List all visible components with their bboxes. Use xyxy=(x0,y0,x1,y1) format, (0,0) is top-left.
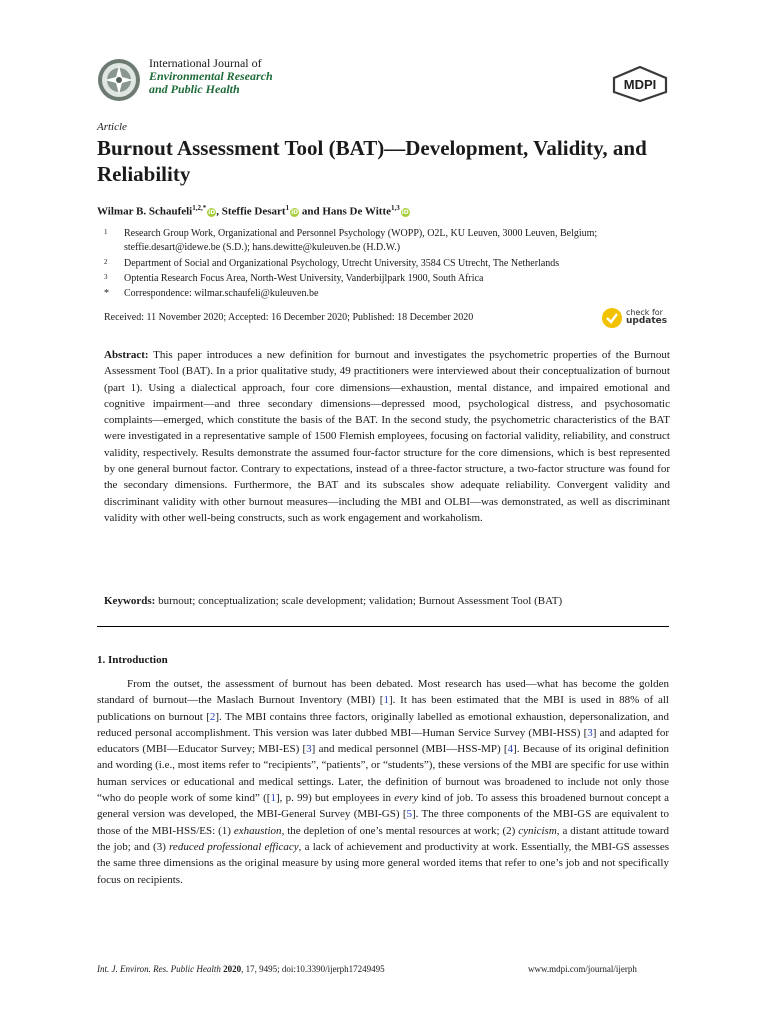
body-text-run: ], p. 99) but employees in xyxy=(275,792,395,805)
abstract-text: This paper introduces a new definition for burnout and investigates the psychometric properties of the Burnout Assessment Tool (BAT). In a prior qualitative study, 49 practitioners were interviewed about their conceptualization of burnout (part 1). Using a dialectical approach, four core dimensions—exhaustion, mental distance, and impaired emotional and cognitive impairment—and three secondary dimensions—depressed mood, psychological distress, and psychosomatic complaints—emerged, which constitute the basis of the BAT. In the second study, the psychometric characteristics of the BAT were investigated in a representative sample of 1500 Flemish employees, focusing on factorial validity, reliability, and construct validity, respectively. Results demonstrate the assumed four-factor structure for the core dimensions, which is best represented by one general burnout factor. Contrary to expectations, instead of a three-factor structure, a two-factor structure was found for the secondary dimensions. Furthermore, the BAT and its subscales show adequate reliability. Convergent validity and discriminant validity with other burnout measures—including the MBI and OLBI—was demonstrated, as well as discriminant validity with other well-being constructs, such as work engagement and workaholism. xyxy=(104,349,670,524)
article-title: Burnout Assessment Tool (BAT)—Development, Validity, and Reliability xyxy=(97,136,647,186)
citation-link[interactable]: 4 xyxy=(507,743,514,756)
affiliation-text: Optentia Research Focus Area, North-West University, Vanderbijlpark 1900, South Africa xyxy=(124,273,484,284)
author-name[interactable]: Wilmar B. Schaufeli xyxy=(97,205,193,218)
abstract xyxy=(104,347,670,526)
journal-logo-icon xyxy=(97,58,141,102)
introduction-paragraph xyxy=(97,676,669,888)
abstract-label: Abstract: xyxy=(104,349,149,361)
affiliation-marker: 3 xyxy=(104,273,108,281)
footer-journal: Int. J. Environ. Res. Public Health xyxy=(97,964,221,974)
emphasis-text: cynicism xyxy=(518,824,557,837)
citation-link[interactable]: 1 xyxy=(383,694,389,707)
publication-dates: Received: 11 November 2020; Accepted: 16 December 2020; Published: 18 December 2020 xyxy=(104,312,474,323)
article-type: Article xyxy=(97,121,127,133)
author-name[interactable]: Hans De Witte xyxy=(322,205,391,218)
affiliation-marker: * xyxy=(104,288,109,299)
citation-link[interactable]: 1 xyxy=(270,792,276,805)
body-text-run: ]. It has been estimated that the MBI is used in 88% of all publications on burnout [ xyxy=(97,694,669,723)
mdpi-logo-icon xyxy=(611,66,669,102)
citation-link[interactable]: 2 xyxy=(209,710,216,723)
affiliation-text: Research Group Work, Organizational and Personnel Psychology (WOPP), O2L, KU Leuven, 3000 Leuven, Belgium; steffie.desart@idewe.be (S.D.); hans.dewitte@kuleuven.be (H.D.W.) xyxy=(124,228,598,253)
emphasis-text: exhaustion xyxy=(233,824,282,837)
footer-volume-doi[interactable]: , 17, 9495; doi:10.3390/ijerph17249495 xyxy=(241,964,385,974)
mdpi-logo-text: MDPI xyxy=(623,77,657,92)
author-affiliation-marker: 1 xyxy=(285,204,290,212)
citation-link[interactable]: 3 xyxy=(587,726,593,739)
correspondence-text[interactable]: Correspondence: wilmar.schaufeli@kuleuven.be xyxy=(124,288,319,299)
affiliation-marker: 1 xyxy=(104,228,108,236)
body-text-run: ]. The MBI contains three factors, originally labelled as emotional exhaustion, depersonalization, and reduced personal accomplishment. This version was later dubbed MBI—Human Service Survey (MBI-HSS) [ xyxy=(97,710,669,739)
check-for-updates-line1: check for xyxy=(626,308,663,317)
section-heading: 1. Introduction xyxy=(97,654,168,666)
body-text-run: ]. The three components of the MBI-GS are equivalent to those of the MBI-HSS/ES: (1) xyxy=(97,808,669,837)
author-name[interactable]: Steffie Desart xyxy=(221,205,286,218)
keywords xyxy=(104,593,670,609)
orcid-icon[interactable]: iD xyxy=(291,208,299,216)
keywords-text: burnout; conceptualization; scale development; validation; Burnout Assessment Tool (BAT) xyxy=(158,595,563,607)
check-for-updates-line2: updates xyxy=(626,316,668,326)
body-text-run: ] and medical personnel (MBI—HSS-MP) [ xyxy=(311,743,508,756)
citation-link[interactable]: 3 xyxy=(306,743,312,756)
section-divider xyxy=(97,626,669,627)
check-for-updates-icon[interactable] xyxy=(601,307,623,329)
check-for-updates-badge[interactable] xyxy=(626,308,667,326)
author-list xyxy=(97,204,410,218)
body-text-run: , a distant attitude toward the job; and (3) xyxy=(97,824,669,853)
author-separator: , xyxy=(216,205,222,218)
author-separator: and xyxy=(299,205,323,218)
orcid-icon[interactable]: iD xyxy=(208,208,216,216)
body-text-run: kind of job. To assess this broadened burnout concept a general version was developed, the MBI-General Survey (MBI-GS) [ xyxy=(97,792,669,821)
body-text-run: , a lack of achievement and productivity at work. Essentially, the MBI-GS assesses the same three dimensions as the original measure by using more general worded items that refer to one’s job and not specifically focus on recipients. xyxy=(97,840,670,886)
emphasis-text: every xyxy=(394,792,419,805)
affiliation-marker: 2 xyxy=(104,258,108,266)
journal-name xyxy=(149,57,273,96)
footer-citation xyxy=(97,964,385,974)
citation-link[interactable]: 5 xyxy=(406,808,412,821)
journal-name-line3: and Public Health xyxy=(149,82,240,96)
orcid-icon[interactable]: iD xyxy=(401,208,409,216)
affiliation-text: Department of Social and Organizational Psychology, Utrecht University, 3584 CS Utrecht, The Netherlands xyxy=(124,258,560,269)
footer-url[interactable]: www.mdpi.com/journal/ijerph xyxy=(528,964,637,974)
author-affiliation-marker: 1,2,* xyxy=(192,204,207,212)
journal-name-line2: Environmental Research xyxy=(149,69,273,83)
footer-year: 2020 xyxy=(223,964,242,974)
journal-name-line1: International Journal of xyxy=(149,56,262,70)
author-affiliation-marker: 1,3 xyxy=(391,204,400,212)
body-text-run: ]. Because of its original definition and wording (i.e., most items refer to “recipients”, “patients”, or “students”), these versions of the MBI are specific for use within human services or educational and medical settings. Later, the definition of burnout was broadened to include not only those “who do people work of some kind” ([ xyxy=(97,743,669,805)
keywords-label: Keywords: xyxy=(104,595,156,607)
emphasis-text: reduced professional efficacy xyxy=(169,840,299,853)
body-text-run: ] and adapted for educators (MBI—Educator Survey; MBI-ES) [ xyxy=(97,726,670,756)
body-text-run: , the depletion of one’s mental resources at work; (2) xyxy=(281,824,519,837)
introduction-body xyxy=(97,676,669,888)
body-text-run: From the outset, the assessment of burnout has been debated. Most research has used—what has become the golden standard of burnout—the Maslach Burnout Inventory (MBI) [ xyxy=(97,678,669,707)
